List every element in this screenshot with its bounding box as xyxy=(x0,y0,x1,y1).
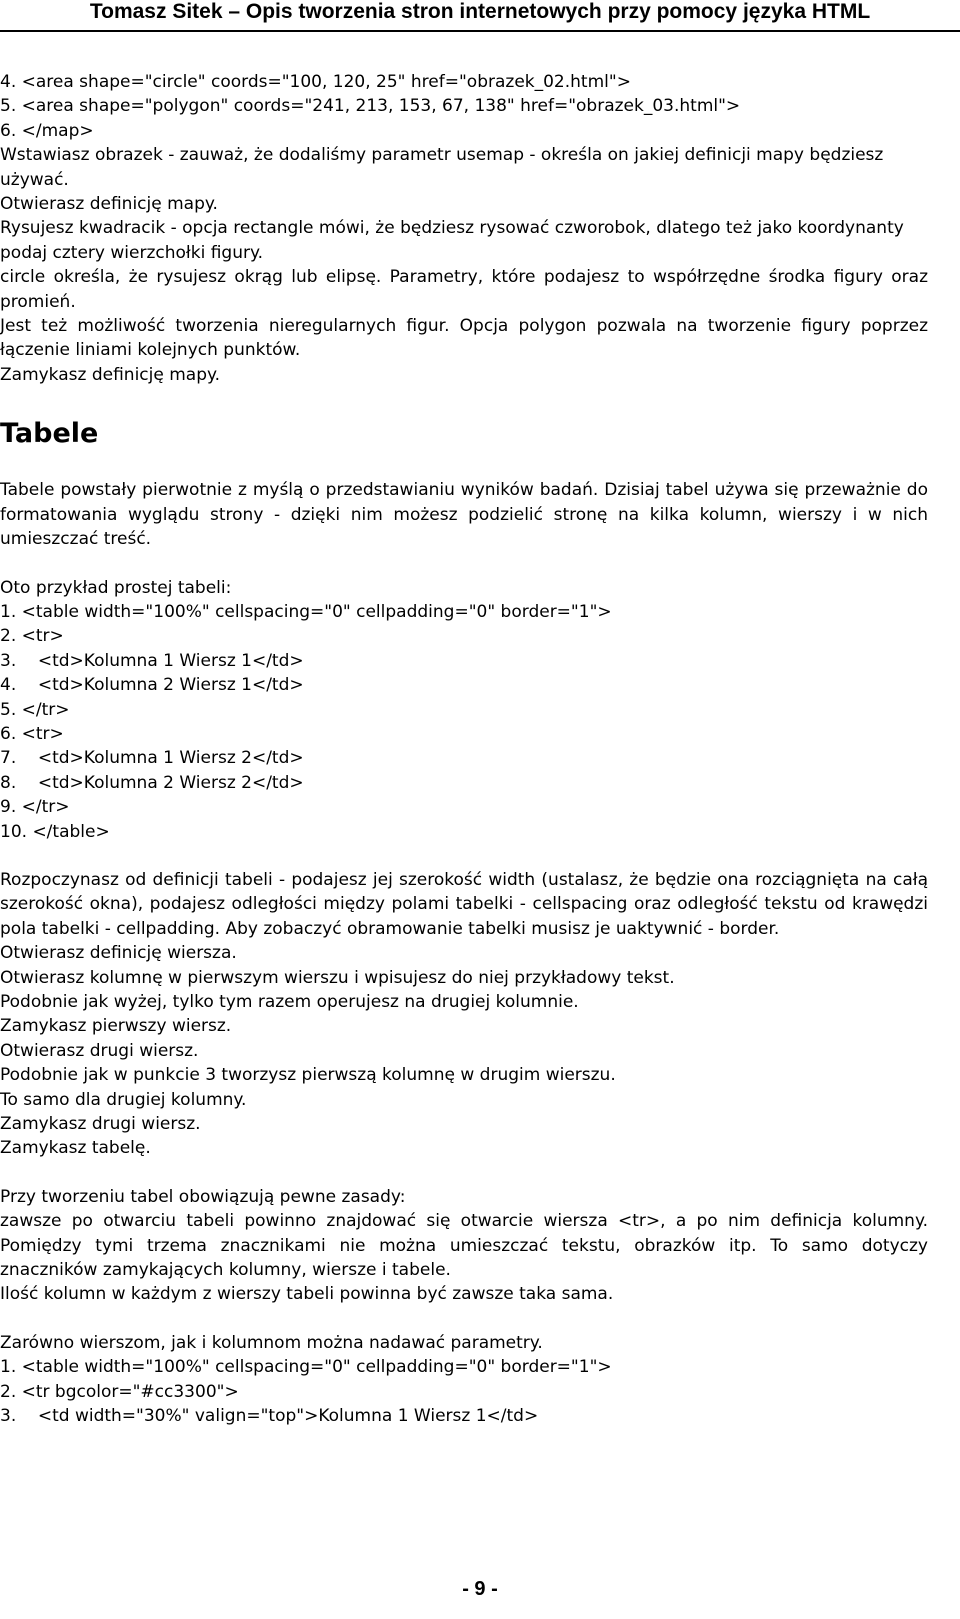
paragraph: Jest też możliwość tworzenia nieregularnych figur. Opcja polygon pozwala na tworzenie figury poprzez łączenie liniami kolejnych punktów. xyxy=(0,316,928,361)
paragraph: Podobnie jak w punkcie 3 tworzysz pierwszą kolumnę w drugim wierszu. xyxy=(0,1065,616,1086)
paragraph: Zamykasz definicję mapy. xyxy=(0,364,221,385)
paragraph: Podobnie jak wyżej, tylko tym razem operujesz na drugiej kolumnie. xyxy=(0,992,579,1012)
paragraph: Przy tworzeniu tabel obowiązują pewne zasady: xyxy=(0,1186,406,1207)
code-line: 1. <table width="100%" cellspacing="0" cellpadding="0" border="1"> xyxy=(0,601,612,622)
paragraph: Tabele powstały pierwotnie z myślą o przedstawianiu wyników badań. Dzisiaj tabel używa się przeważnie do formatowania wyglądu strony - dzięki nim możesz podzielić stronę na kilka kolumn, wierszy i w nich umieszczać treść. xyxy=(0,480,928,550)
page-header: Tomasz Sitek – Opis tworzenia stron internetowych przy pomocy języka HTML xyxy=(89,0,871,23)
paragraph: Zamykasz tabelę. xyxy=(0,1138,151,1159)
paragraph: Wstawiasz obrazek - zauważ, że dodaliśmy parametr usemap - określa on jakiej definicji mapy będziesz używać. xyxy=(0,145,884,190)
code-line: 4. <area shape="circle" coords="100, 120, 25" href="obrazek_02.html"> xyxy=(0,72,631,92)
code-line: 3. <td>Kolumna 1 Wiersz 1</td> xyxy=(0,650,304,671)
code-line: 4. <td>Kolumna 2 Wiersz 1</td> xyxy=(0,675,304,696)
code-line: 3. <td width="30%" valign="top">Kolumna 1 Wiersz 1</td> xyxy=(0,1406,539,1427)
header-rule xyxy=(0,30,960,32)
page-content xyxy=(0,70,928,1429)
code-line: 10. </table> xyxy=(0,821,110,842)
paragraph: Otwierasz definicję wiersza. xyxy=(0,943,237,964)
paragraph: Otwierasz kolumnę w pierwszym wierszu i wpisujesz do niej przykładowy tekst. xyxy=(0,967,675,988)
paragraph: Ilość kolumn w każdym z wierszy tabeli powinna być zawsze taka sama. xyxy=(0,1284,614,1305)
paragraph: To samo dla drugiej kolumny. xyxy=(0,1089,247,1110)
paragraph: Zamykasz drugi wiersz. xyxy=(0,1114,201,1135)
code-line: 2. <tr bgcolor="#cc3300"> xyxy=(0,1381,239,1402)
code-line: 9. </tr> xyxy=(0,797,70,818)
paragraph: Rysujesz kwadracik - opcja rectangle mówi, że będziesz rysować czworobok, dlatego też jako koordynanty podaj cztery wierzchołki figury. xyxy=(0,218,904,263)
paragraph: Zarówno wierszom, jak i kolumnom można nadawać parametry. xyxy=(0,1332,543,1353)
paragraph: circle określa, że rysujesz okrąg lub elipsę. Parametry, które podajesz to współrzędne środka figury oraz promień. xyxy=(0,267,928,312)
code-line: 5. <area shape="polygon" coords="241, 213, 153, 67, 138" href="obrazek_03.html"> xyxy=(0,96,741,117)
code-line: 8. <td>Kolumna 2 Wiersz 2</td> xyxy=(0,772,304,793)
paragraph: Zamykasz pierwszy wiersz. xyxy=(0,1016,232,1037)
code-line: 6. </map> xyxy=(0,120,94,141)
paragraph: Otwierasz definicję mapy. xyxy=(0,194,218,215)
code-line: 5. </tr> xyxy=(0,699,70,720)
code-line: 2. <tr> xyxy=(0,626,64,647)
section-heading: Tabele xyxy=(0,418,99,450)
page-number: - 9 - xyxy=(462,1578,498,1600)
paragraph: zawsze po otwarciu tabeli powinno znajdować się otwarcie wiersza <tr>, a po nim definicja kolumny. Pomiędzy tymi trzema znacznikami nie można umieszczać tekstu, obrazków itp. To samo dotyczy znaczników zamykających kolumny, wiersze i tabele. xyxy=(0,1211,928,1281)
code-line: 1. <table width="100%" cellspacing="0" cellpadding="0" border="1"> xyxy=(0,1357,612,1378)
paragraph: Rozpoczynasz od definicji tabeli - podajesz jej szerokość width (ustalasz, że będzie ona rozciągnięta na całą szerokość okna), podajesz odległości między polami tabelki - cellspacing oraz odległość tekstu od krawędzi pola tabelki - cellpadding. Aby zobaczyć obramowanie tabelki musisz je uaktywnić - border. xyxy=(0,869,928,939)
code-line: 7. <td>Kolumna 1 Wiersz 2</td> xyxy=(0,748,304,769)
code-line: 6. <tr> xyxy=(0,723,64,744)
paragraph: Otwierasz drugi wiersz. xyxy=(0,1040,199,1061)
paragraph: Oto przykład prostej tabeli: xyxy=(0,577,232,598)
